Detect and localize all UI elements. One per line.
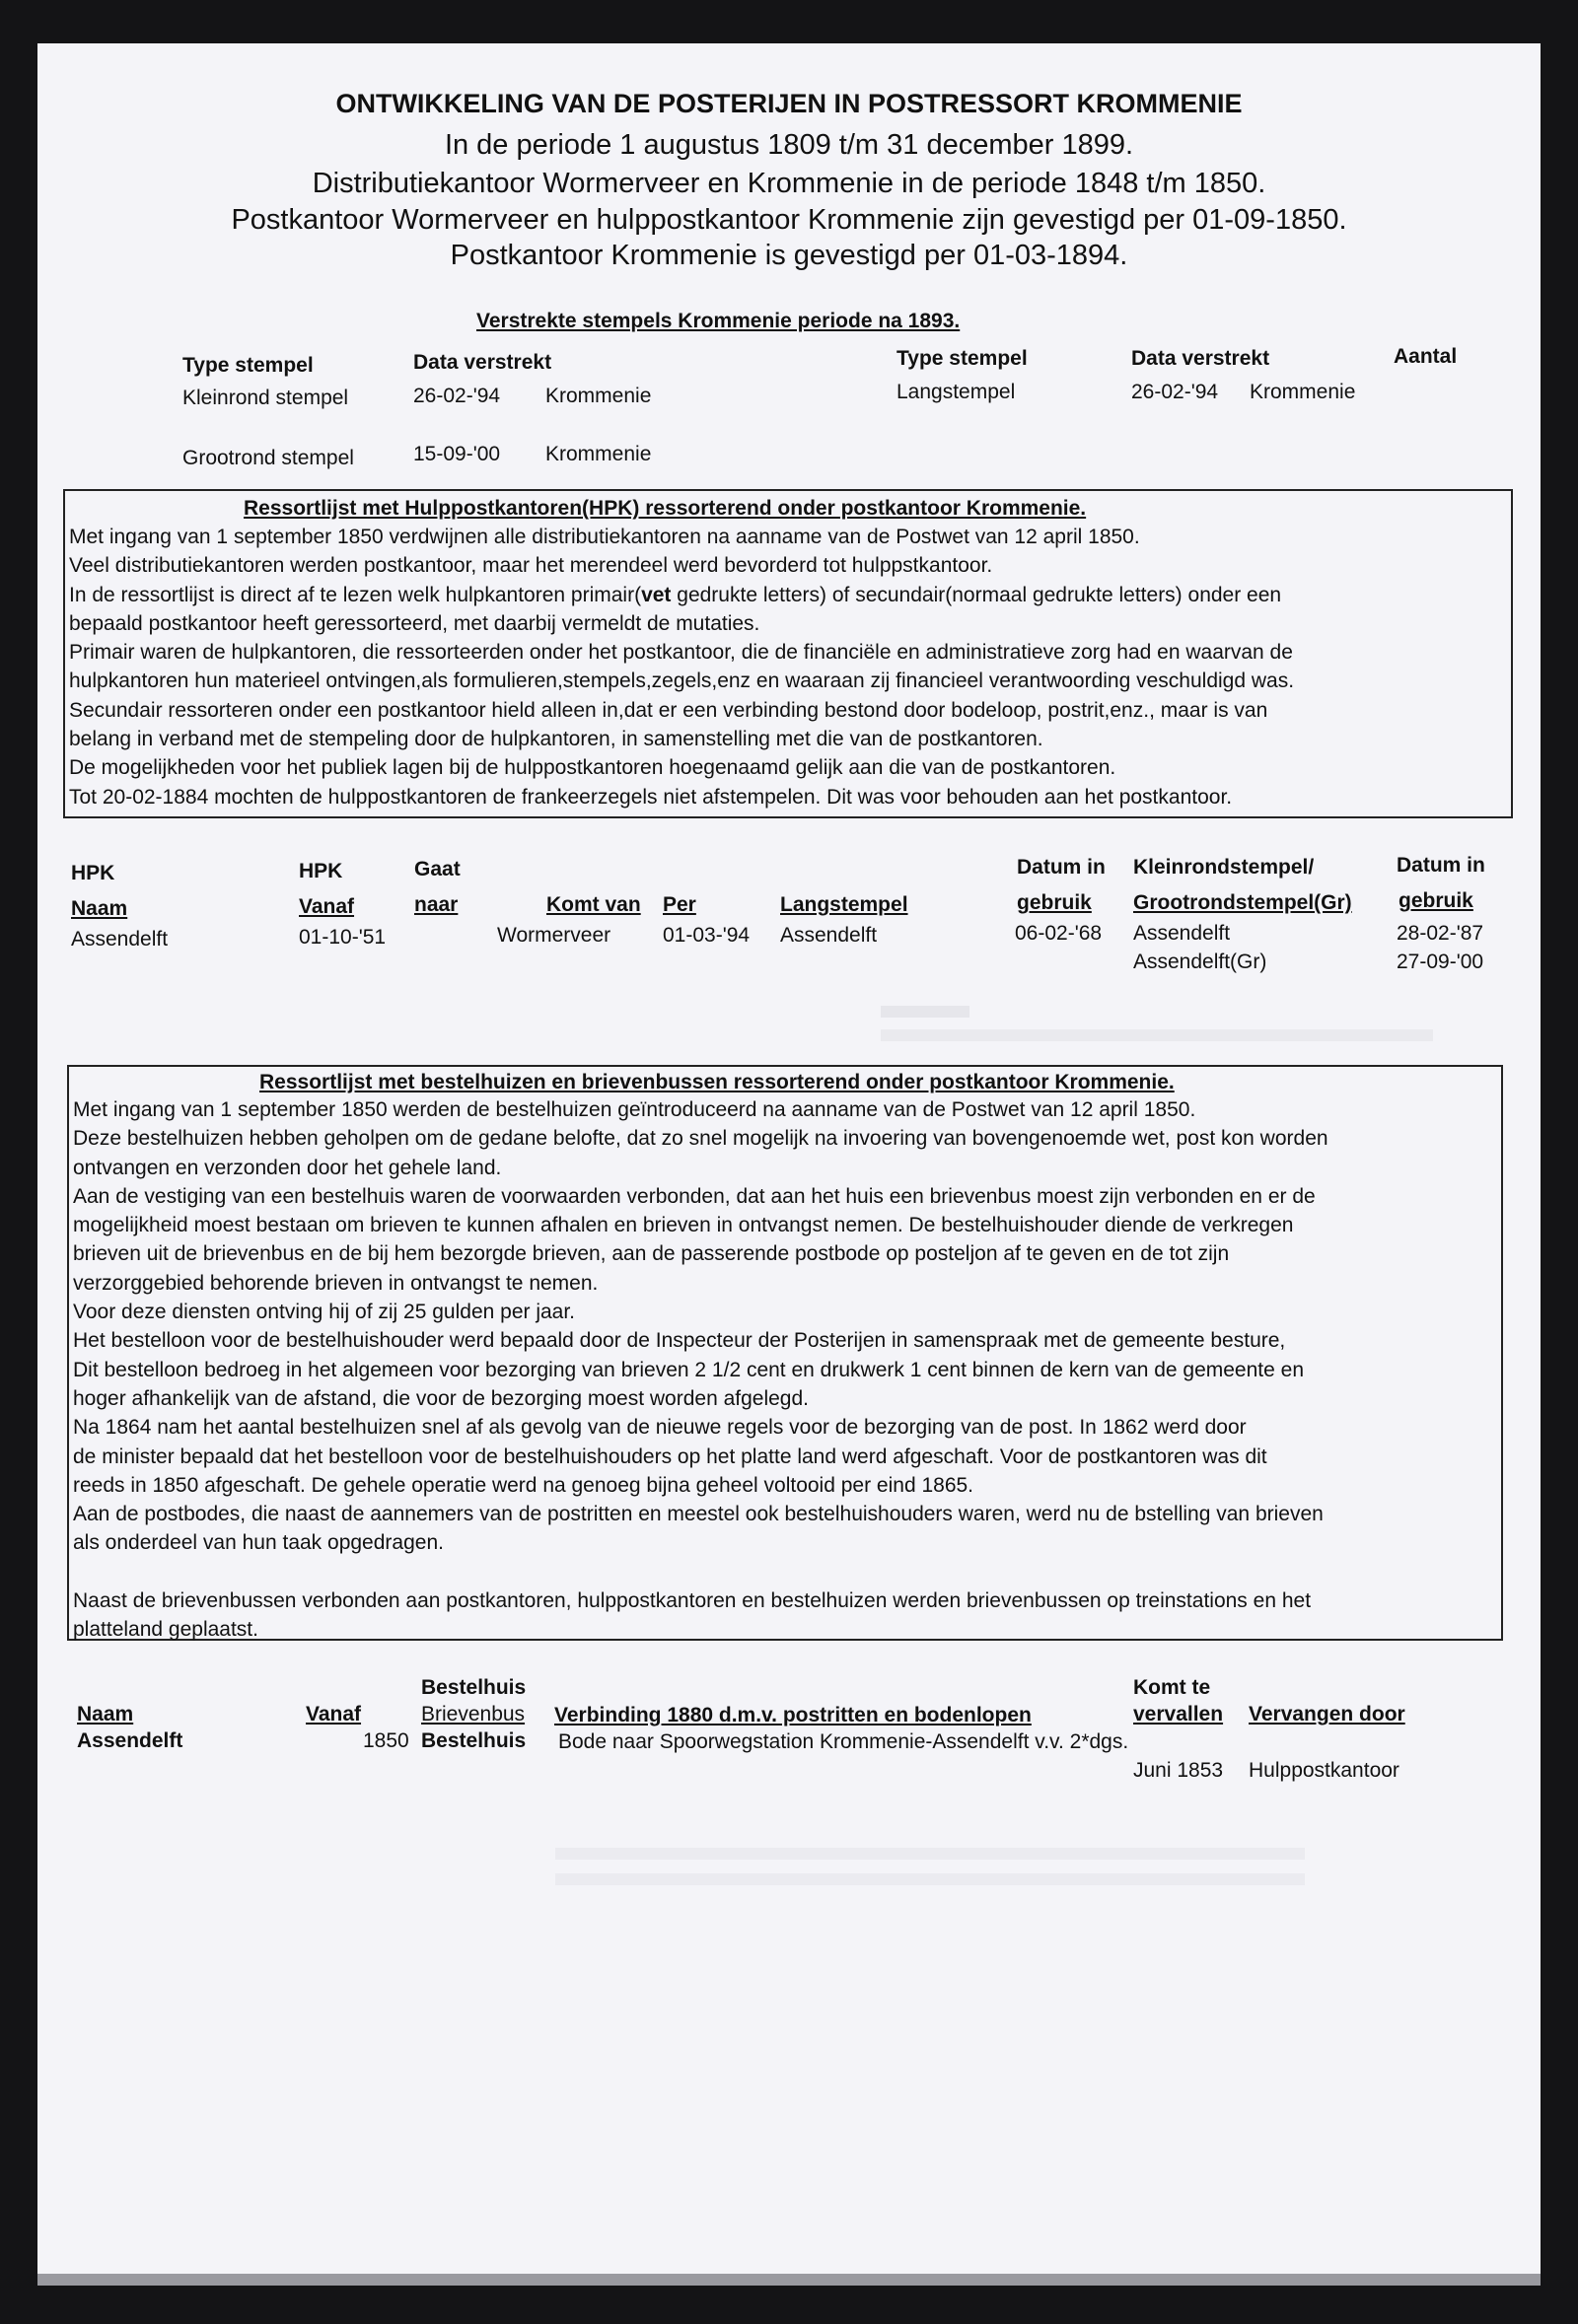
bestel-cell-type: Bestelhuis bbox=[421, 1729, 527, 1752]
bestel-box-heading: Ressortlijst met bestelhuizen en brievenbussen ressorterend onder postkantoor Krommenie. bbox=[259, 1071, 1175, 1093]
paragraph-line: ontvangen en verzonden door het gehele land. bbox=[73, 1156, 502, 1179]
paragraph-line: De mogelijkheden voor het publiek lagen bij de hulppostkantoren hoegenaamd gelijk aan die van de postkantoren. bbox=[69, 756, 1116, 780]
paragraph-line: Primair waren de hulpkantoren, die ressorteerden onder het postkantoor, die de financiële en administratieve zorg had en waarvan de bbox=[69, 641, 1293, 665]
paragraph-line: Met ingang van 1 september 1850 werden de bestelhuizen geïntroduceerd na aanname van de Postwet van 12 april 1850. bbox=[73, 1098, 1196, 1121]
stamp-date: 26-02-'94 bbox=[1131, 381, 1219, 403]
paragraph-line: hoger afhankelijk van de afstand, die voor de bezorging moest worden afgelegd. bbox=[73, 1386, 809, 1410]
col-gaat-label: Gaat bbox=[414, 858, 461, 880]
document-page bbox=[37, 43, 1541, 2274]
bestel-box-text bbox=[73, 1095, 1328, 1645]
hpk-cell-per: 01-03-'94 bbox=[663, 924, 751, 947]
paragraph-line: Aan de postbodes, die naast de aannemers van de postritten en meestel ook bestelhuishouders waren, werd nu de bstelling van brieven bbox=[73, 1503, 1324, 1526]
subtitle-line-1: In de periode 1 augustus 1809 t/m 31 december 1899. bbox=[444, 129, 1134, 161]
stamps-header-type-left: Type stempel bbox=[182, 354, 314, 377]
bleed-through-mark bbox=[555, 1848, 1305, 1860]
paragraph-line: de minister bepaald dat het bestelloon voor de bestelhuishouders op het platte land werd afgeschaft. Voor de postkantoren was dit bbox=[73, 1444, 1267, 1468]
bleed-through-mark bbox=[881, 1029, 1433, 1041]
text-segment: In de ressortlijst is direct af te lezen welk hulpkantoren primair( bbox=[69, 583, 642, 606]
col-datum-label: Datum in bbox=[1397, 854, 1485, 877]
paragraph-line: Deze bestelhuizen hebben geholpen om de gedane belofte, dat zo snel mogelijk na invoering van bovengenoemde wet, post kon worden bbox=[73, 1127, 1328, 1151]
paragraph-line: reeds in 1850 afgeschaft. De gehele operatie werd na genoeg bijna geheel voltooid per eind 1865. bbox=[73, 1473, 974, 1497]
subtitle-line-3: Postkantoor Wormerveer en hulppostkantoor Krommenie zijn gevestigd per 01-09-1850. bbox=[231, 204, 1347, 236]
col-datum-gebruik-header: gebruik bbox=[1017, 891, 1092, 914]
paragraph-line: bepaald postkantoor heeft geressorteerd, met daarbij vermeldt de mutaties. bbox=[69, 611, 760, 635]
paragraph-line: hulpkantoren hun materieel ontvingen,als formulieren,stempels,zegels,enz en waaraan zij financieel verantwoording veschuldigd was. bbox=[69, 669, 1295, 693]
stamps-header-data-right: Data verstrekt bbox=[1131, 347, 1270, 370]
paragraph-line: Dit bestelloon bedroeg in het algemeen voor bezorging van brieven 2 1/2 cent en drukwerk 1 cent binnen de kern van de gemeente en bbox=[73, 1358, 1304, 1381]
paragraph-line: Tot 20-02-1884 mochten de hulppostkantoren de frankeerzegels niet afstempelen. Dit was voor behouden aan het postkantoor. bbox=[69, 785, 1233, 809]
col-brievenbus-header: Brievenbus bbox=[421, 1703, 526, 1725]
paragraph-line: Secundair ressorteren onder een postkantoor hield alleen in,dat er een verbinding bestond door bodeloop, postrit,enz., maar is van bbox=[69, 698, 1268, 722]
col-naam-header: Naam bbox=[77, 1703, 134, 1725]
bestel-cell-naam: Assendelft bbox=[77, 1729, 183, 1752]
stamp-type: Langstempel bbox=[897, 381, 1016, 403]
stamp-place: Krommenie bbox=[545, 385, 652, 407]
hpk-box-text bbox=[69, 523, 1294, 811]
paragraph-line: verzorggebied behorende brieven in ontvangst te nemen. bbox=[73, 1271, 599, 1295]
paragraph-line: als onderdeel van hun taak opgedragen. bbox=[73, 1531, 444, 1555]
stamps-header-aantal: Aantal bbox=[1394, 345, 1458, 368]
bestel-cell-vervangen: Hulppostkantoor bbox=[1249, 1759, 1399, 1782]
paragraph-line: mogelijkheid moest bestaan om brieven te kunnen afhalen en brieven in ontvangst nemen. De bestelhuishouder diende de verkregen bbox=[73, 1214, 1294, 1237]
paragraph-line-mixed bbox=[69, 581, 1294, 609]
stamp-type: Grootrond stempel bbox=[182, 447, 354, 469]
col-hpk-label: HPK bbox=[299, 860, 343, 882]
hpk-cell-stempel-datum: 27-09-'00 bbox=[1397, 951, 1484, 973]
bestel-cell-vervallen: Juni 1853 bbox=[1133, 1759, 1224, 1782]
hpk-cell-langstempel: Assendelft bbox=[780, 924, 878, 947]
col-vanaf-header: Vanaf bbox=[306, 1703, 362, 1725]
bleed-through-mark bbox=[555, 1873, 1305, 1885]
hpk-cell-vanaf: 01-10-'51 bbox=[299, 926, 387, 949]
paragraph-line: Naast de brievenbussen verbonden aan postkantoren, hulppostkantoren en bestelhuizen werden brievenbussen op treinstations en het bbox=[73, 1589, 1312, 1613]
stamps-header-type-right: Type stempel bbox=[897, 347, 1028, 370]
stamps-heading: Verstrekte stempels Krommenie periode na 1893. bbox=[476, 310, 961, 332]
hpk-cell-stempel: Assendelft(Gr) bbox=[1133, 951, 1267, 973]
bestel-cell-vanaf: 1850 bbox=[363, 1729, 409, 1752]
film-strip-edge bbox=[37, 2274, 1541, 2286]
bestel-cell-verbinding: Bode naar Spoorwegstation Krommenie-Assendelft v.v. 2*dgs. bbox=[558, 1730, 1129, 1753]
hpk-cell-stempel-datum: 28-02-'87 bbox=[1397, 922, 1484, 945]
col-naar-header: naar bbox=[414, 893, 459, 916]
stamps-header-data-left: Data verstrekt bbox=[413, 351, 552, 374]
col-datum-label: Datum in bbox=[1017, 856, 1106, 879]
col-vanaf-header: Vanaf bbox=[299, 895, 355, 918]
paragraph-line: Met ingang van 1 september 1850 verdwijnen alle distributiekantoren na aanname van de Postwet van 12 april 1850. bbox=[69, 526, 1140, 548]
col-verbinding-header: Verbinding 1880 d.m.v. postritten en bodenlopen bbox=[554, 1704, 1032, 1726]
bold-word: vet bbox=[641, 583, 672, 606]
col-per-header: Per bbox=[663, 893, 696, 916]
hpk-box-heading: Ressortlijst met Hulppostkantoren(HPK) ressorterend onder postkantoor Krommenie. bbox=[244, 497, 1087, 520]
paragraph-line: brieven uit de brievenbus en de bij hem bezorgde brieven, aan de passerende postbode op posteljon af te geven en de tot zijn bbox=[73, 1242, 1230, 1266]
col-kleinrond-label: Kleinrondstempel/ bbox=[1133, 856, 1315, 879]
col-komt-van-header: Komt van bbox=[546, 893, 641, 916]
paragraph-line: belang in verband met de stempeling door de hulpkantoren, in samenstelling met die van de postkantoren. bbox=[69, 728, 1043, 751]
text-segment: gedrukte letters) of secundair(normaal gedrukte letters) onder een bbox=[671, 583, 1282, 606]
col-bestelhuis-label: Bestelhuis bbox=[421, 1676, 527, 1699]
paragraph-line: Voor deze diensten ontving hij of zij 25 gulden per jaar. bbox=[73, 1301, 576, 1324]
col-hpk-label: HPK bbox=[71, 862, 115, 884]
paragraph-line: platteland geplaatst. bbox=[73, 1618, 258, 1642]
stamp-date: 15-09-'00 bbox=[413, 443, 501, 465]
hpk-cell-stempel: Assendelft bbox=[1133, 922, 1231, 945]
subtitle-line-2: Distributiekantoor Wormerveer en Krommenie in de periode 1848 t/m 1850. bbox=[312, 168, 1266, 199]
stamp-type: Kleinrond stempel bbox=[182, 387, 349, 409]
col-grootrond-header: Grootrondstempel(Gr) bbox=[1133, 891, 1352, 914]
page-title: ONTWIKKELING VAN DE POSTERIJEN IN POSTRESSORT KROMMENIE bbox=[335, 89, 1243, 118]
col-vervangen-header: Vervangen door bbox=[1249, 1703, 1405, 1725]
paragraph-line: Aan de vestiging van een bestelhuis waren de voorwaarden verbonden, dat aan het huis een brievenbus moest zijn verbonden en er de bbox=[73, 1184, 1316, 1208]
col-datum-gebruik-header: gebruik bbox=[1399, 889, 1473, 912]
bleed-through-mark bbox=[881, 1006, 969, 1018]
col-langstempel-header: Langstempel bbox=[780, 893, 908, 916]
col-komt-te-label: Komt te bbox=[1133, 1676, 1211, 1699]
paragraph-line: Het bestelloon voor de bestelhuishouder werd bepaald door de Inspecteur der Posterijen in samenspraak met de gemeente besture, bbox=[73, 1329, 1286, 1353]
stamp-place: Krommenie bbox=[545, 443, 652, 465]
stamp-place: Krommenie bbox=[1250, 381, 1356, 403]
col-naam-header: Naam bbox=[71, 897, 128, 920]
subtitle-line-4: Postkantoor Krommenie is gevestigd per 01-03-1894. bbox=[450, 240, 1128, 271]
paragraph-line: Veel distributiekantoren werden postkantoor, maar het merendeel werd bevorderd tot hulppstkantoor. bbox=[69, 554, 993, 578]
hpk-cell-naam: Assendelft bbox=[71, 928, 169, 951]
paragraph-line bbox=[73, 1558, 1328, 1586]
paragraph-line: Na 1864 nam het aantal bestelhuizen snel af als gevolg van de nieuwe regels voor de bezorging van de post. In 1862 werd door bbox=[73, 1416, 1247, 1440]
stamp-date: 26-02-'94 bbox=[413, 385, 501, 407]
hpk-cell-komt-van: Wormerveer bbox=[497, 924, 611, 947]
hpk-cell-datum: 06-02-'68 bbox=[1015, 922, 1103, 945]
col-vervallen-header: vervallen bbox=[1133, 1703, 1224, 1725]
